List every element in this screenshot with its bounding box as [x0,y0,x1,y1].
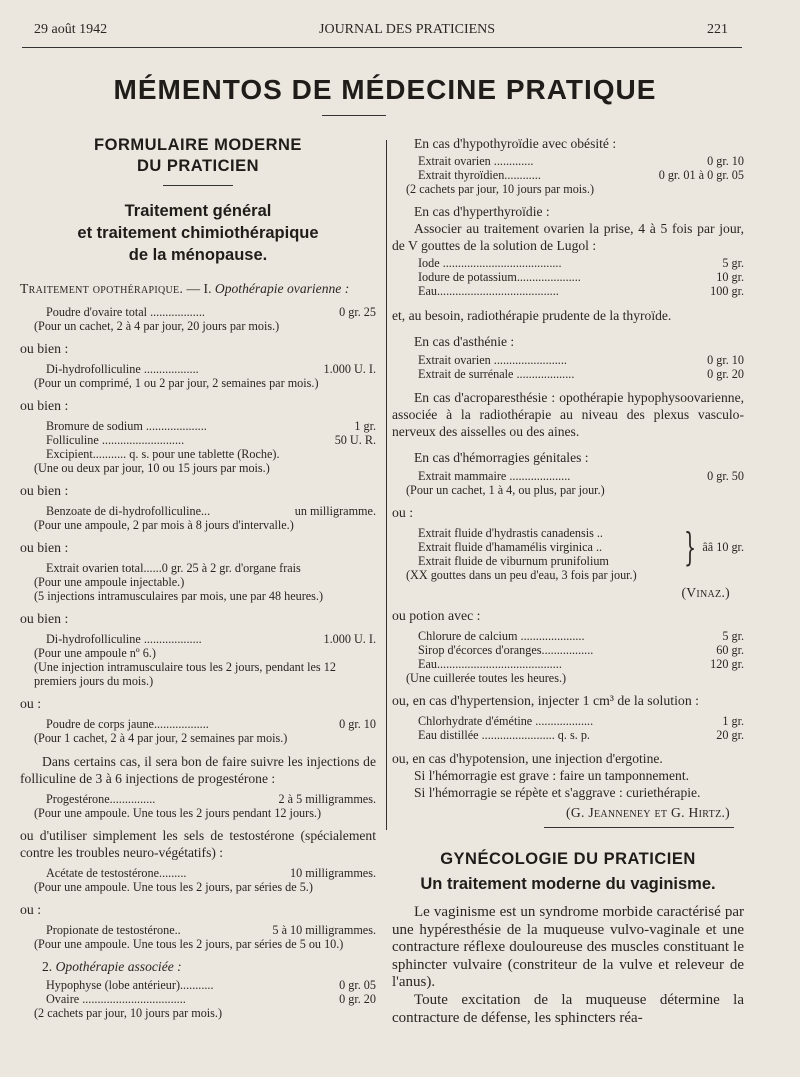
intro-paragraph [20,280,376,297]
rx-item: Iode ....................................... [418,256,562,270]
paragraph-tamponnement: Si l'hémorragie est grave : faire un tamponnement. [414,768,689,783]
vaginisme-paragraph-1: Le vaginisme est un syndrome morbide caractérisé par une hypéresthésie de la muqueuse vulvo-vaginale et une contracture réflexe douloureuse des muscles constituant le sphincter vulvaire (constriteur de la vulve et releveur de l'anus). [392,904,744,991]
rx-author: (Vinaz.) [681,585,730,600]
rx-item: Poudre d'ovaire total .................. [46,305,205,319]
rx-amount: 120 gr. [710,657,744,671]
vaginisme-paragraph-2: Toute excitation de la muqueuse détermine la contracture de défense, les sphincters réa- [392,991,744,1026]
article-title-line-3: de la ménopause. [128,246,268,264]
rx-item: Excipient........... q. s. pour une tablette (Roche). [46,447,280,461]
heading-rule [163,185,233,186]
prescription-e [392,526,744,600]
left-column [20,135,376,1020]
article-signature: (G. Jeanneney et G. Hirtz.) [566,805,730,820]
article-title-line-2: et traitement chimiothérapique [77,224,319,242]
rx-item: Extrait mammaire .................... [418,469,571,483]
intro-italic: Opothérapie ovarienne : [214,281,350,296]
connector: ou bien : [20,540,69,555]
connector: ou bien : [20,483,69,498]
rx-note: (Une injection intramusculaire tous les 2 jours, pendant les 12 premiers jours du mois.) [34,660,336,688]
page-number: 221 [706,22,728,37]
signature-rule [544,827,734,828]
rx-amount: 100 gr. [710,284,744,298]
header-rule [22,47,742,48]
rx-item: Sirop d'écorces d'oranges................. [418,643,594,657]
rx-item: Di-hydrofolliculine ................... [46,632,202,646]
rx-item: Extrait ovarien total......0 gr. 25 à 2 gr. d'organe frais [46,561,301,575]
paragraph-progesterone: Dans certains cas, il sera bon de faire suivre les injections de folliculine de 3 à 6 injections de progestérone : [20,754,376,786]
brace-glyph: } [684,525,697,569]
connector: ou bien : [20,611,69,626]
prescription-5 [20,561,376,603]
rx-item: Chlorhydrate d'émétine ................... [418,714,594,728]
rx-item: Extrait fluide de viburnum prunifolium [418,554,609,568]
rx-note: (Pour un cachet, 1 à 4, ou plus, par jour.) [406,483,605,497]
rx-amount: 1.000 U. I. [323,632,376,646]
rx-item: Poudre de corps jaune.................. [46,717,209,731]
formulaire-heading-line-1: FORMULAIRE MODERNE [94,136,302,154]
rx-note: (Pour une ampoule. Une tous les 2 jours, par séries de 5 ou 10.) [34,937,344,951]
rx-amount: ââ 10 gr. [702,540,744,554]
vaginisme-title: Un traitement moderne du vaginisme. [420,875,716,893]
rx-note: (Pour une ampoule, 2 par mois à 8 jours d'intervalle.) [34,518,294,532]
rx-amount: 10 gr. [716,270,744,284]
rx-amount: 0 gr. 10 [707,154,744,168]
article-title [20,200,376,266]
rx-amount: 0 gr. 05 [339,978,376,992]
rx-item: Extrait ovarien ........................ [418,353,567,367]
rx-item: Di-hydrofolliculine .................. [46,362,199,376]
prescription-9 [20,866,376,894]
rx-amount: 0 gr. 20 [339,992,376,1006]
rx-amount: 0 gr. 10 [339,717,376,731]
rx-note: (Pour une ampoule. Une tous les 2 jours pendant 12 jours.) [34,806,322,820]
rx-amount: 0 gr. 20 [707,367,744,381]
rx-item: Chlorure de calcium ..................... [418,629,585,643]
prescription-g [392,714,744,742]
prescription-7 [20,717,376,745]
heading-hyperthyroidie: En cas d'hyperthyroïdie : [414,204,550,219]
article-title-line-1: Traitement général [124,202,272,220]
rx-amount: 5 gr. [722,256,744,270]
rx-item: Benzoate de di-hydrofolliculine... [46,504,211,518]
connector-hypertension: ou, en cas d'hypertension, injecter 1 cm³ de la solution : [392,693,700,708]
rx-note: (Pour une ampoule. Une tous les 2 jours, par séries de 5.) [34,880,313,894]
rx-note: (5 injections intramusculaires par mois, une par 48 heures.) [34,589,324,603]
heading-hypothyroidie: En cas d'hypothyroïdie avec obésité : [414,136,617,151]
intro-separator: — I. [183,281,215,296]
rx-amount: 60 gr. [716,643,744,657]
prescription-b [392,256,744,298]
prescription-1 [20,305,376,333]
formulaire-heading-line-2: DU PRATICIEN [136,157,260,175]
rx-amount: 0 gr. 10 [707,353,744,367]
section-italic: Opothérapie associée : [55,959,182,974]
rx-item: Extrait fluide d'hydrastis canadensis .. [418,526,603,540]
formulaire-heading [20,135,376,177]
prescription-6 [20,632,376,688]
rx-note: (Pour 1 cachet, 2 à 4 par jour, 2 semaines par mois.) [34,731,288,745]
prescription-11 [20,978,376,1020]
prescription-4 [20,504,376,532]
rx-amount: 0 gr. 50 [707,469,744,483]
rx-item: Ovaire .................................. [46,992,186,1006]
paragraph-radiotherapie: et, au besoin, radiothérapie prudente de la thyroïde. [392,308,672,323]
prescription-8 [20,792,376,820]
rx-item: Extrait fluide d'hamamélis virginica .. [418,540,603,554]
rx-note: (2 cachets par jour, 10 jours par mois.) [34,1006,223,1020]
paragraph-lugol: Associer au traitement ovarien la prise, 4 à 5 fois par jour, de V gouttes de la solution de Lugol : [392,221,744,253]
banner-rule [322,115,386,116]
rx-item: Extrait de surrénale ................... [418,367,575,381]
rx-amount: 1 gr. [354,419,376,433]
running-header [34,22,728,38]
rx-note: (Pour un cachet, 2 à 4 par jour, 20 jours par mois.) [34,319,280,333]
heading-asthenie: En cas d'asthénie : [414,334,515,349]
heading-hemorragies: En cas d'hémorragies génitales : [414,450,589,465]
prescription-3 [20,419,376,475]
rx-item: Bromure de sodium .................... [46,419,207,433]
rx-note: (Pour une ampoule injectable.) [34,575,185,589]
prescription-c [392,353,744,381]
rx-item: Propionate de testostérone.. [46,923,181,937]
section-banner: MÉMENTOS DE MÉDECINE PRATIQUE [113,74,657,105]
intro-smallcaps: Traitement opothérapique. [20,281,184,296]
rx-item: Eau......................................... [418,657,562,671]
gynecologie-heading: GYNÉCOLOGIE DU PRATICIEN [440,850,696,868]
connector: ou bien : [20,398,69,413]
rx-item: Acétate de testostérone......... [46,866,187,880]
rx-note: (Une cuillerée toutes les heures.) [406,671,567,685]
rx-amount: 10 milligrammes. [290,866,376,880]
prescription-d [392,469,744,497]
rx-amount: 50 U. R. [334,433,376,447]
rx-amount: 0 gr. 01 à 0 gr. 05 [658,168,744,182]
prescription-2 [20,362,376,390]
connector: ou : [392,505,414,520]
rx-item: Eau........................................ [418,284,559,298]
rx-item: Extrait ovarien ............. [418,154,534,168]
rx-amount: 20 gr. [716,728,744,742]
issue-date: 29 août 1942 [34,22,108,37]
right-column [392,135,744,1027]
rx-note: (XX gouttes dans un peu d'eau, 3 fois par jour.) [406,568,637,582]
rx-amount: un milligramme. [294,504,376,518]
connector: ou : [20,902,42,917]
rx-item: Progestérone............... [46,792,156,806]
paragraph-hypotension: ou, en cas d'hypotension, une injection d'ergotine. [392,751,663,766]
rx-amount: 5 à 10 milligrammes. [272,923,376,937]
rx-note: (2 cachets par jour, 10 jours par mois.) [406,182,595,196]
rx-item: Folliculine ........................... [46,433,185,447]
prescription-f [392,629,744,685]
rx-item: Hypophyse (lobe antérieur)........... [46,978,214,992]
paragraph-testosterone: ou d'utiliser simplement les sels de testostérone (spécialement contre les troubles neuro-végétatifs) : [20,828,376,860]
paragraph-curietherapie: Si l'hémorragie se répète et s'aggrave : curiethérapie. [414,785,701,800]
rx-item: Eau distillée ........................ q. s. p. [418,728,590,742]
section-2-heading [20,958,376,975]
prescription-10 [20,923,376,951]
rx-item: Iodure de potassium..................... [418,270,581,284]
section-number: 2. [42,959,56,974]
prescription-a [392,154,744,196]
paragraph-acroparesthesie: En cas d'acroparesthésie : opothérapie hypophysoovarienne, associée à la radiothérapie au niveau des plexus vasculo-nerveux des aisselles ou des aines. [392,390,744,439]
rx-amount: 5 gr. [722,629,744,643]
rx-item: Extrait thyroïdien............ [418,168,541,182]
rx-note: (Une ou deux par jour, 10 ou 15 jours par mois.) [34,461,270,475]
journal-name: JOURNAL DES PRATICIENS [319,22,496,37]
connector: ou : [20,696,42,711]
rx-amount: 1.000 U. I. [323,362,376,376]
connector: ou bien : [20,341,69,356]
rx-amount: 2 à 5 milligrammes. [278,792,376,806]
column-divider [386,140,387,830]
rx-note: (Pour un comprimé, 1 ou 2 par jour, 2 semaines par mois.) [34,376,319,390]
rx-amount: 0 gr. 25 [339,305,376,319]
rx-note: (Pour une ampoule nº 6.) [34,646,156,660]
rx-amount: 1 gr. [722,714,744,728]
connector: ou potion avec : [392,608,481,623]
